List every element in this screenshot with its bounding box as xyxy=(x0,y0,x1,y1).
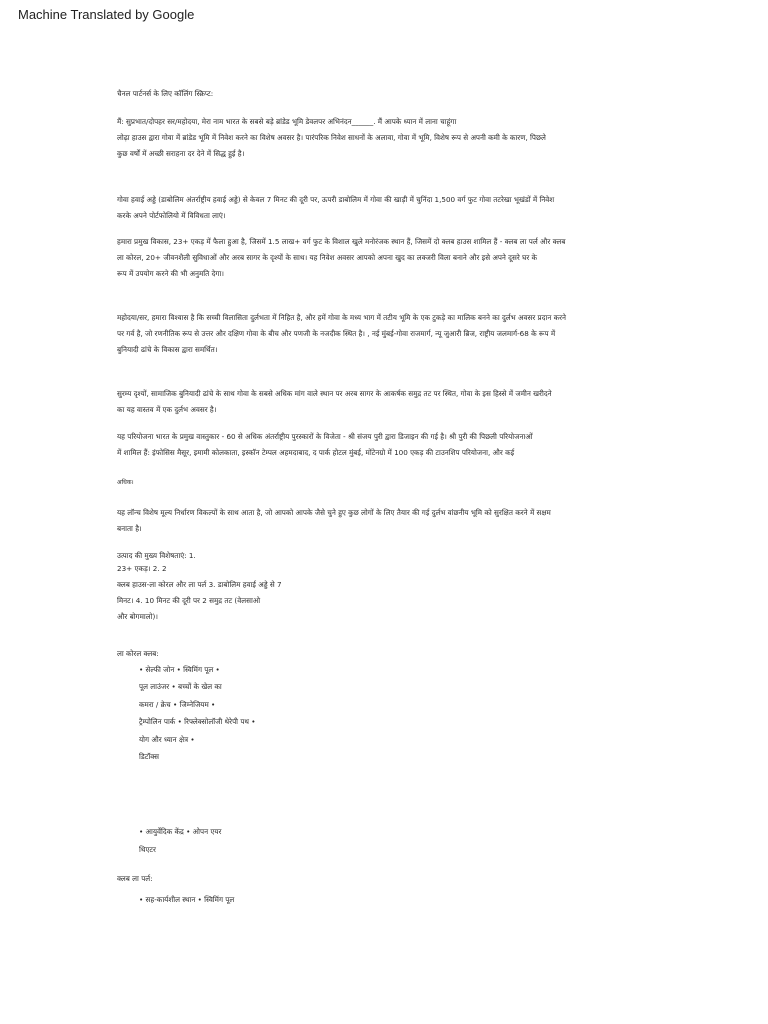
text-line: रूप में उपयोग करने की भी अनुमति देगा। xyxy=(117,269,224,278)
document-title: चैनल पार्टनर्स के लिए कॉलिंग स्क्रिप्ट: xyxy=(117,89,214,98)
views-paragraph xyxy=(117,386,647,418)
architect-paragraph xyxy=(117,429,647,461)
launch-paragraph xyxy=(117,505,647,537)
text-line: उत्पाद की मुख्य विशेषताएं: 1. xyxy=(117,551,196,560)
coral-club-list xyxy=(139,661,669,765)
text-line: ला कोरल, 20+ जीवनशैली सुविधाओं और अरब सागर के दृश्यों के साथ। यह निवेश अवसर आपको अपना खुद का लक्जरी विला बनाने और इसे अपने दूसरे घर के xyxy=(117,253,538,262)
project-paragraph xyxy=(117,234,647,282)
text-line: क्लब हाउस-ला कोरल और ला पर्ल 3. डाबोलिम हवाई अड्डे से 7 xyxy=(117,580,282,589)
list-item: थिएटर xyxy=(139,845,156,854)
list-item: • सह-कार्यशील स्थान • स्विमिंग पूल xyxy=(139,895,235,904)
list-item: • आयुर्वेदिक केंद्र • ओपन एयर xyxy=(139,827,222,836)
text-line: पर गर्व है, जो रणनीतिक रूप से उत्तर और दक्षिण गोवा के बीच और पणजी के नजदीक स्थित है। , नई मुंबई-गोवा राजमार्ग, न्यू जुआरी ब्रिज, राष्ट्रीय जलमार्ग-68 के रूप में xyxy=(117,329,556,338)
intro-paragraph xyxy=(117,114,647,162)
list-item: • सेल्फी जोन • स्विमिंग पूल • xyxy=(139,665,220,674)
airport-paragraph xyxy=(117,192,647,224)
belief-paragraph xyxy=(117,310,647,358)
coral-club-list-continued xyxy=(139,823,669,859)
text-line: मैं: सुप्रभात/दोपहर सर/महोदया, मेरा नाम भारत के सबसे बड़े ब्रांडेड भूमि डेवलपर अभिनंदन______. मैं आपके ध्यान में लाना चाहूंगा xyxy=(117,117,457,126)
pearl-club-list xyxy=(139,892,669,908)
list-item: डिटॉक्स xyxy=(139,752,159,762)
text-line: में शामिल हैं: इंफोसिस मैसूर, इमामी कोलकाता, इस्कॉन टेम्पल अहमदाबाद, द पार्क होटल मुंबई, मोंटेनग्रो में 100 एकड़ की टाउनशिप परियोजना, और कई xyxy=(117,448,515,457)
list-item: पूल लाउंजर • बच्चों के खेल का xyxy=(139,682,222,692)
text-line: यह परियोजना भारत के प्रमुख वास्तुकार - 60 से अधिक अंतर्राष्ट्रीय पुरस्कारों के विजेता - श्री संजय पुरी द्वारा डिजाइन की गई है। श्री पुरी की पिछली परियोजनाओं xyxy=(117,432,533,441)
list-item: ट्रैम्पोलिन पार्क • रिफ्लेक्सोलॉजी थेरेपी पथ • xyxy=(139,717,256,727)
text-line: महोदया/सर, हमारा विश्वास है कि सच्ची विलासिता दुर्लभता में निहित है, और हमें गोवा के मध्य भाग में तटीय भूमि के एक टुकड़े का मालिक बनने का दुर्लभ अवसर प्रदान करने xyxy=(117,313,567,322)
text-line: मिनट। 4. 10 मिनट की दूरी पर 2 समुद्र तट (वेलसाओ xyxy=(117,596,261,605)
text-line: कुछ वर्षों में अच्छी सराहना दर देने में सिद्ध हुई है। xyxy=(117,149,245,158)
text-line: 23+ एकड़। 2. 2 xyxy=(117,564,167,573)
text-line: सुरम्य दृश्यों, सामाजिक बुनियादी ढांचे के साथ गोवा के सबसे अधिक मांग वाले स्थान पर अरब सागर के आकर्षक समुद्र तट पर स्थित, गोवा के इस हिस्से में जमीन खरीदने xyxy=(117,389,552,398)
text-line: का यह वास्तव में एक दुर्लभ अवसर है। xyxy=(117,405,217,414)
text-line: बनाता है। xyxy=(117,524,142,533)
machine-translated-banner: Machine Translated by Google xyxy=(18,7,195,22)
features-list xyxy=(117,548,647,625)
list-item: कमरा / क्रेच • जिम्नेजियम • xyxy=(139,699,216,709)
text-line: गोवा हवाई अड्डे (डाबोलिम अंतर्राष्ट्रीय हवाई अड्डे) से केवल 7 मिनट की दूरी पर, ऊपरी डाबोलिम में गोवा की खाड़ी में चुनिंदा 1,500 वर्ग फुट गोवा तटरेखा भूखंडों में निवेश xyxy=(117,195,555,204)
text-line: बुनियादी ढांचे के विकास द्वारा समर्थित। xyxy=(117,345,218,354)
text-line: लोढ़ा हाउस द्वारा गोवा में ब्रांडेड भूमि में निवेश करने का विशेष अवसर है। पारंपरिक निवेश साधनों के अलावा, गोवा में भूमि, विशेष रूप से अपनी कमी के कारण, पिछले xyxy=(117,133,546,142)
text-line: और बोगमालो)। xyxy=(117,612,159,621)
text-line: करके अपने पोर्टफोलियो में विविधता लाएं। xyxy=(117,211,226,220)
text-line: हमारा प्रमुख विकास, 23+ एकड़ में फैला हुआ है, जिसमें 1.5 लाख+ वर्ग फुट के विशाल खुले मनोरंजक स्थान हैं, जिसमें दो क्लब हाउस शामिल हैं - क्लब ला पर्ल और क्लब xyxy=(117,237,566,246)
coral-club-title: ला कोरल क्लब: xyxy=(117,649,159,658)
pearl-club-title: क्लब ला पर्ल: xyxy=(117,874,153,883)
more-text: अधिक। xyxy=(117,479,134,486)
text-line: यह लॉन्च विशेष मूल्य निर्धारण विकल्पों के साथ आता है, जो आपको आपके जैसे चुने हुए कुछ लोगों के लिए तैयार की गई दुर्लभ वांछनीय भूमि को सुरक्षित करने में सक्षम xyxy=(117,508,551,517)
list-item: योग और ध्यान क्षेत्र • xyxy=(139,734,195,744)
